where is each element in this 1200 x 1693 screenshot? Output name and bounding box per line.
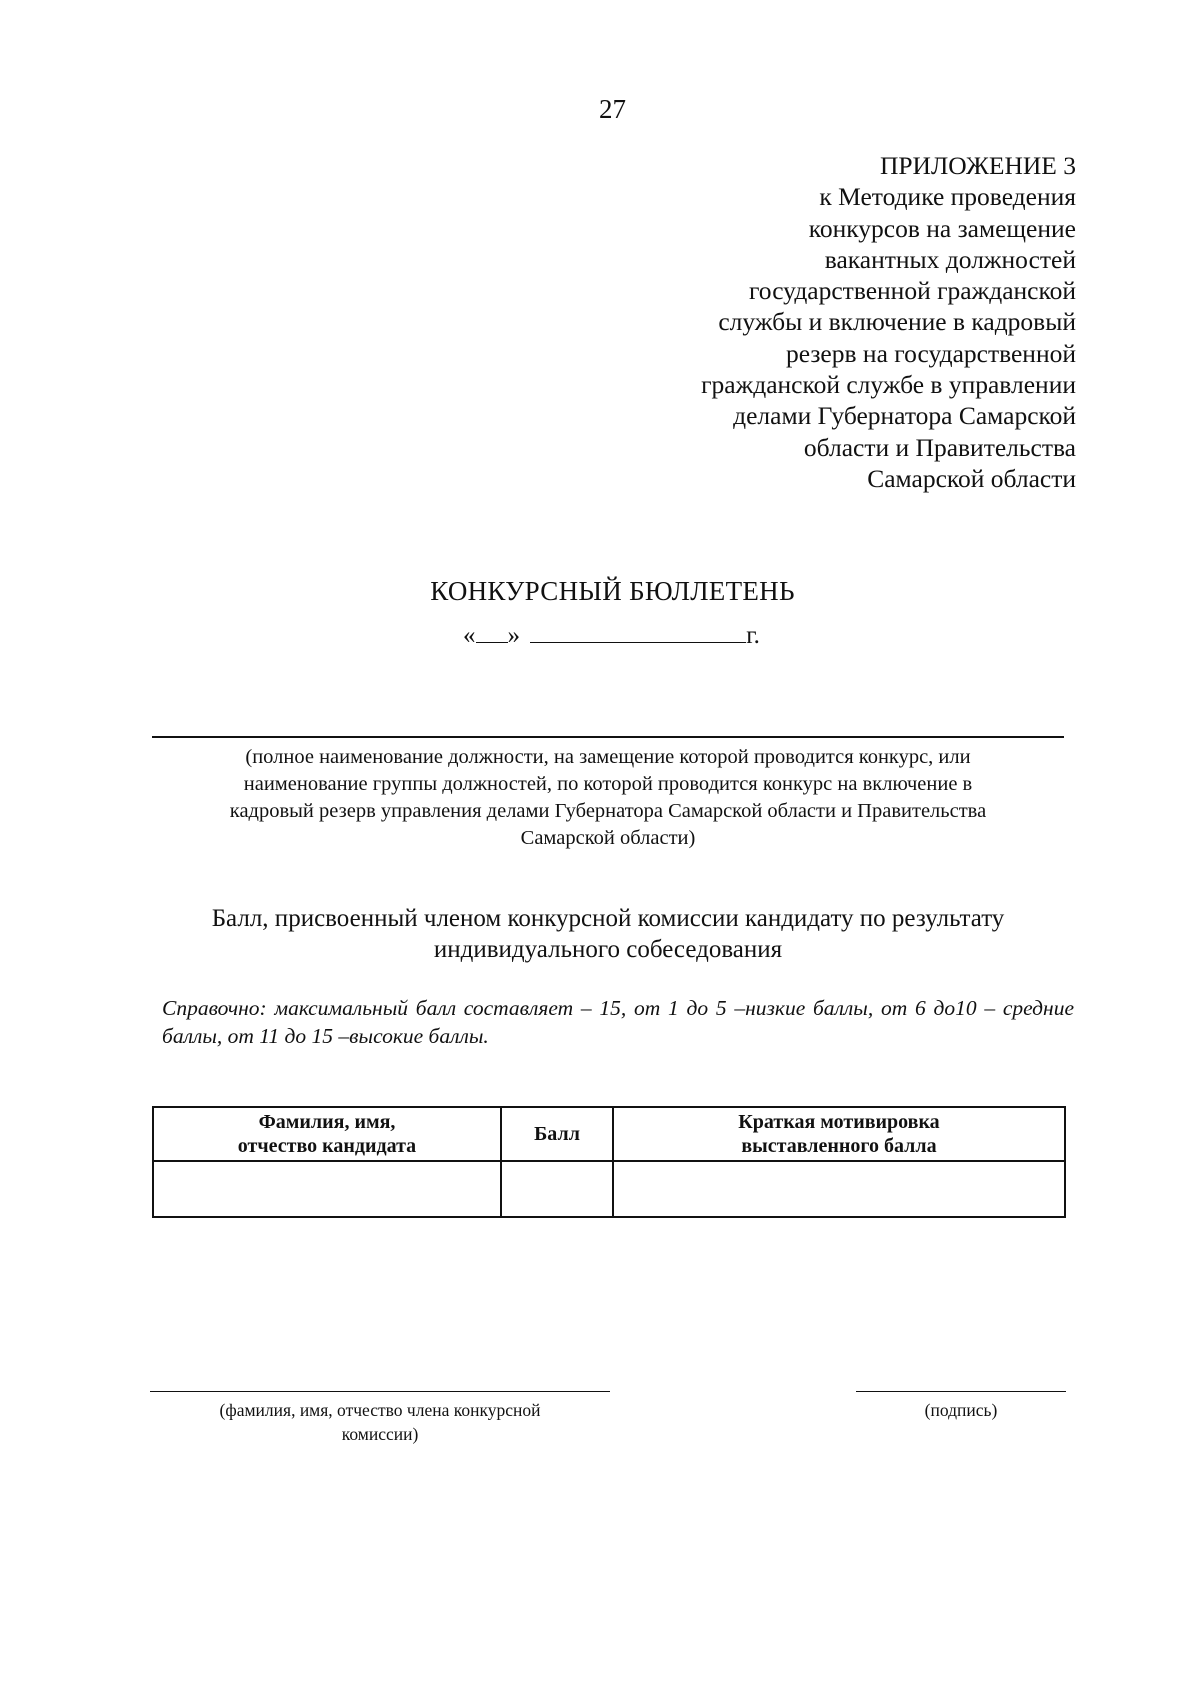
header-score: Балл <box>501 1107 613 1161</box>
appendix-line: делами Губернатора Самарской <box>733 401 1076 431</box>
header-candidate-name <box>153 1107 501 1161</box>
motivation-cell[interactable] <box>613 1161 1065 1217</box>
reference-note: Справочно: максимальный балл составляет – 15, от 1 до 5 –низкие баллы, от 6 до10 – средние баллы, от 11 до 15 –высокие баллы. <box>162 996 1074 1048</box>
score-cell[interactable] <box>501 1161 613 1217</box>
position-name-field[interactable] <box>152 736 1064 738</box>
score-heading <box>152 903 1064 965</box>
date-close-quote: » <box>507 622 520 649</box>
document-title: КОНКУРСНЫЙ БЮЛЛЕТЕНЬ <box>430 576 795 606</box>
appendix-line: области и Правительства <box>803 432 1076 462</box>
caption-line: комиссии) <box>341 1424 419 1444</box>
header-motivation <box>613 1107 1065 1161</box>
score-heading-line: Балл, присвоенный членом конкурсной комиссии кандидату по результату <box>211 905 1005 932</box>
year-suffix: г. <box>746 622 760 649</box>
caption-line: Самарской области) <box>520 827 696 849</box>
table-header-row <box>153 1107 1065 1161</box>
caption-line: (полное наименование должности, на замещение которой проводится конкурс, или <box>245 746 971 768</box>
caption-line: (фамилия, имя, отчество члена конкурсной <box>219 1400 541 1420</box>
appendix-line: конкурсов на замещение <box>808 213 1076 243</box>
appendix-line: Самарской области <box>867 463 1076 493</box>
date-row <box>463 622 760 656</box>
caption-line: кадровый резерв управления делами Губернатора Самарской области и Правительства <box>229 800 987 822</box>
day-field[interactable] <box>476 622 508 643</box>
table-row <box>153 1161 1065 1217</box>
caption-line: наименование группы должностей, по которой проводится конкурс на включение в <box>243 773 973 795</box>
month-year-field[interactable] <box>530 622 746 643</box>
appendix-line: резерв на государственной <box>785 338 1076 368</box>
score-heading-line: индивидуального собеседования <box>433 936 783 963</box>
date-open-quote: « <box>463 622 476 649</box>
score-table <box>152 1106 1066 1218</box>
header-text: выставленного балла <box>741 1135 937 1157</box>
appendix-line: ПРИЛОЖЕНИЕ 3 <box>879 151 1076 180</box>
position-caption <box>152 744 1064 852</box>
member-name-caption <box>150 1398 610 1446</box>
appendix-line: вакантных должностей <box>824 244 1076 274</box>
signature-field[interactable] <box>856 1391 1066 1392</box>
header-text: Фамилия, имя, <box>258 1111 396 1133</box>
page-number: 27 <box>599 94 626 124</box>
appendix-line: службы и включение в кадровый <box>718 307 1076 337</box>
appendix-line: государственной гражданской <box>748 276 1076 306</box>
appendix-block <box>516 150 1076 494</box>
candidate-name-cell[interactable] <box>153 1161 501 1217</box>
header-text: Краткая мотивировка <box>738 1111 940 1133</box>
appendix-line: гражданской службе в управлении <box>701 370 1076 400</box>
appendix-line: к Методике проведения <box>819 182 1076 212</box>
header-text: отчество кандидата <box>237 1135 417 1157</box>
signature-caption: (подпись) <box>924 1400 998 1420</box>
member-name-field[interactable] <box>150 1391 610 1392</box>
